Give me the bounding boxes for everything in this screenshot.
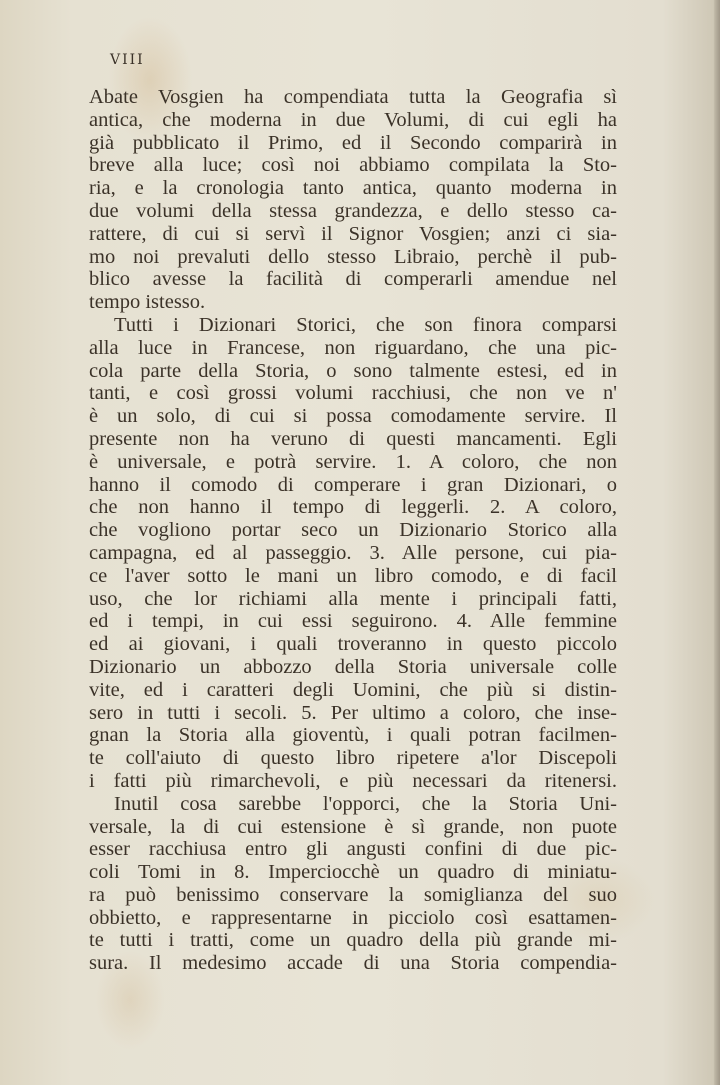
text-line: Abate Vosgien ha compendiata tutta la Geografia sì <box>89 86 617 108</box>
text-line: ed ai giovani, i quali troveranno in questo piccolo <box>89 633 617 656</box>
text-line: tempo istesso. <box>89 291 206 314</box>
text-line: ed i tempi, in cui essi seguirono. 4. Alle femmine <box>89 610 617 633</box>
text-line: rattere, di cui si servì il Signor Vosgien; anzi ci sia- <box>89 222 617 245</box>
text-line: sero in tutti i secoli. 5. Per ultimo a coloro, che inse- <box>89 701 617 724</box>
text-line: hanno il comodo di comperare i gran Dizionari, o <box>89 473 617 496</box>
text-line: ria, e la cronologia tanto antica, quanto moderna in <box>89 177 617 200</box>
text-line: te tutti i tratti, come un quadro della più grande mi- <box>89 929 617 952</box>
text-line: è universale, e potrà servire. 1. A coloro, che non <box>89 450 617 473</box>
text-line: mo noi prevaluti dello stesso Libraio, perchè il pub- <box>89 245 617 268</box>
text-line: campagna, ed al passeggio. 3. Alle persone, cui pia- <box>89 541 617 564</box>
paragraph-start-line: Tutti i Dizionari Storici, che son finora comparsi <box>114 313 617 336</box>
text-line: ra può benissimo conservare la somiglianza del suo <box>89 883 617 906</box>
text-line: tanti, e così grossi volumi racchiusi, che non ve n' <box>89 382 617 405</box>
text-line: i fatti più rimarchevoli, e più necessari da ritenersi. <box>89 769 617 792</box>
text-line: due volumi della stessa grandezza, e dello stesso ca- <box>89 199 617 222</box>
text-line: esser racchiusa entro gli angusti confini di due pic- <box>89 838 617 861</box>
text-line: antica, che moderna in due Volumi, di cui egli ha <box>89 108 617 131</box>
text-line: uso, che lor richiami alla mente i principali fatti, <box>89 587 617 610</box>
text-line: cola parte della Storia, o sono talmente estesi, ed in <box>89 359 617 382</box>
text-line: alla luce in Francese, non riguardano, che una pic- <box>89 336 617 359</box>
text-line: presente non ha veruno di questi mancamenti. Egli <box>89 427 617 450</box>
text-line: è un solo, di cui si possa comodamente servire. Il <box>89 405 617 428</box>
text-line: breve alla luce; così noi abbiamo compilata la Sto- <box>89 154 617 177</box>
text-line: te coll'aiuto di questo libro ripetere a'lor Discepoli <box>89 747 617 770</box>
text-line: gnan la Storia alla gioventù, i quali potran facilmen- <box>89 724 617 747</box>
text-line: versale, la di cui estensione è sì grande, non puote <box>89 815 617 838</box>
text-line: coli Tomi in 8. Imperciocchè un quadro di miniatu- <box>89 861 617 884</box>
text-line: obbietto, e rappresentarne in picciolo così esattamen- <box>89 906 617 929</box>
text-line: che vogliono portar seco un Dizionario Storico alla <box>89 519 617 542</box>
page-edge-shadow <box>714 0 720 1085</box>
text-line: che non hanno il tempo di leggerli. 2. A coloro, <box>89 496 617 519</box>
text-line: già pubblicato il Primo, ed il Secondo comparirà in <box>89 131 617 154</box>
paragraph-start-line: Inutil cosa sarebbe l'opporci, che la Storia Uni- <box>114 792 617 815</box>
text-line: sura. Il medesimo accade di una Storia compendia- <box>89 952 617 975</box>
text-line: Dizionario un abbozzo della Storia universale colle <box>89 655 617 678</box>
text-line: vite, ed i caratteri degli Uomini, che più si distin- <box>89 678 617 701</box>
text-line: blico avesse la facilità di comperarli amendue nel <box>89 268 617 291</box>
text-line: ce l'aver sotto le mani un libro comodo, e di facil <box>89 564 617 587</box>
page-number: VIII <box>110 52 145 68</box>
body-text <box>89 86 617 975</box>
